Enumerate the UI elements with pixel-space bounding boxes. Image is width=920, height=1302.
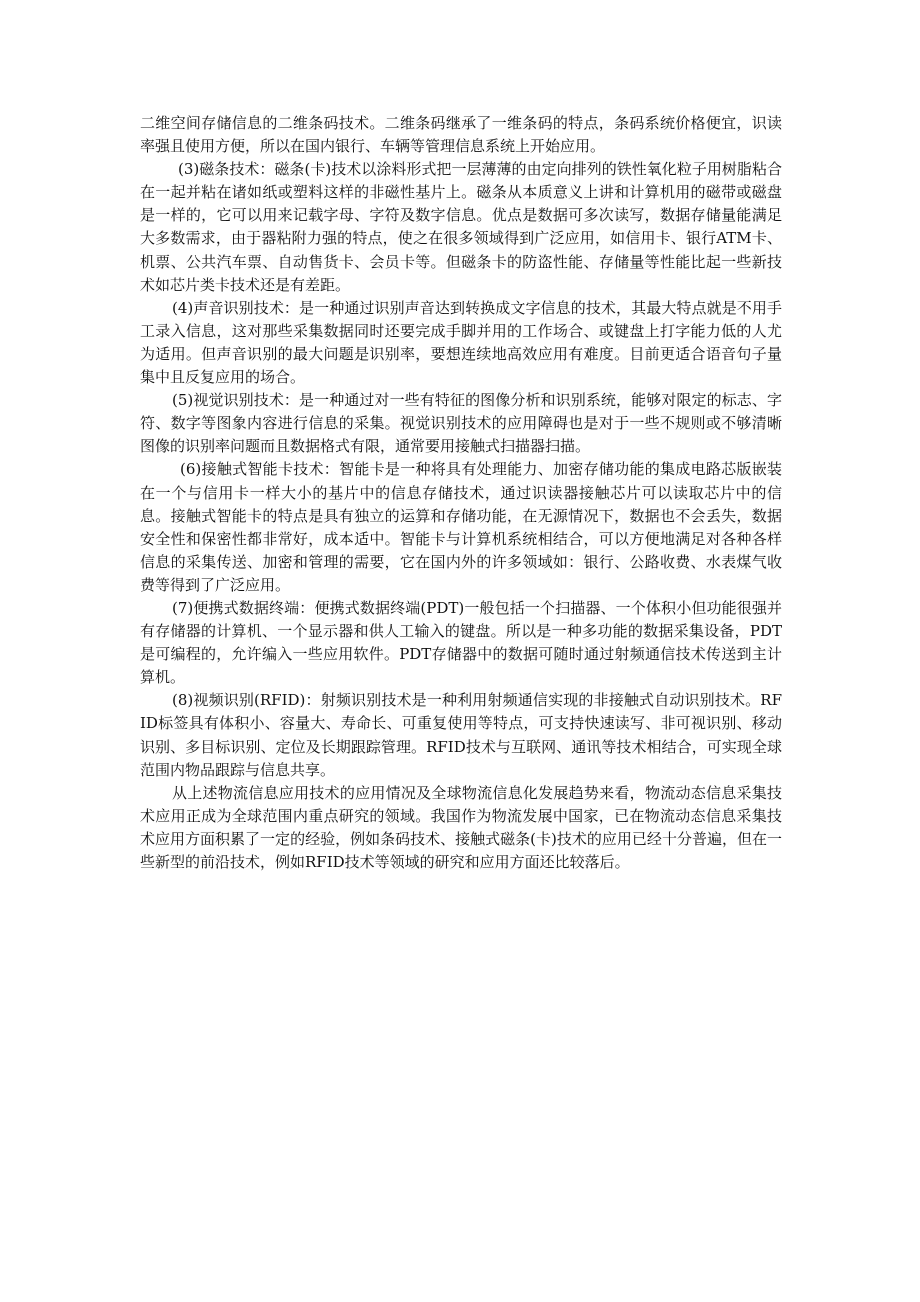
paragraph-voice-recognition: (4)声音识别技术：是一种通过识别声音达到转换成文字信息的技术，其最大特点就是不用手工录入信息，这对那些采集数据同时还要完成手脚并用的工作场合、或键盘上打字能力低的人尤为适用。但声音识别的最大问题是识别率，要想连续地高效应用有难度。目前更适合语音句子量集中且反复应用的场合。 <box>140 298 782 387</box>
paragraph-magnetic-stripe: (3)磁条技术：磁条(卡)技术以涂料形式把一层薄薄的由定向排列的铁性氧化粒子用树脂粘合在一起并粘在诸如纸或塑料这样的非磁性基片上。磁条从本质意义上讲和计算机用的磁带或磁盘是一样的，它可以用来记载字母、字符及数字信息。优点是数据可多次读写，数据存储量能满足大多数需求，由于器粘附力强的特点，使之在很多领域得到广泛应用，如信用卡、银行ATM卡、机票、公共汽车票、自动售货卡、会员卡等。但磁条卡的防盗性能、存储量等性能比起一些新技术如芯片类卡技术还是有差距。 <box>140 160 782 294</box>
paragraph-rfid: (8)视频识别(RFID)：射频识别技术是一种利用射频通信实现的非接触式自动识别技术。RFID标签具有体积小、容量大、寿命长、可重复使用等特点，可支持快速读写、非可视识别、移动识别、多目标识别、定位及长期跟踪管理。RFID技术与互联网、通讯等技术相结合，可实现全球范围内物品跟踪与信息共享。 <box>140 691 782 779</box>
paragraph-contact-smart-card: (6)接触式智能卡技术：智能卡是一种将具有处理能力、加密存储功能的集成电路芯版嵌装在一个与信用卡一样大小的基片中的信息存储技术，通过识读器接触芯片可以读取芯片中的信息。接触式智能卡的特点是具有独立的运算和存储功能，在无源情况下，数据也不会丢失，数据安全性和保密性都非常好，成本适中。智能卡与计算机系统相结合，可以方便地满足对各种各样信息的采集传送、加密和管理的需要，它在国内外的许多领域如：银行、公路收费、水表煤气收费等得到了广泛应用。 <box>140 460 782 594</box>
paragraph-portable-data-terminal: (7)便携式数据终端：便携式数据终端(PDT)一般包括一个扫描器、一个体积小但功能很强并有存储器的计算机、一个显示器和供人工输入的键盘。所以是一种多功能的数据采集设备，PDT是可编程的，允许编入一些应用软件。PDT存储器中的数据可随时通过射频通信技术传送到主计算机。 <box>140 598 782 687</box>
paragraph-2d-barcode-continued: 二维空间存储信息的二维条码技术。二维条码继承了一维条码的特点，条码系统价格便宜，识读率强且使用方便，所以在国内银行、车辆等管理信息系统上开始应用。 <box>140 114 782 156</box>
paragraph-vision-recognition: (5)视觉识别技术：是一种通过对一些有特征的图像分析和识别系统，能够对限定的标志、字符、数字等图象内容进行信息的采集。视觉识别技术的应用障碍也是对于一些不规则或不够清晰图像的识别率问题而且数据格式有限，通常要用接触式扫描器扫描。 <box>140 391 782 456</box>
document-body <box>140 112 782 874</box>
paragraph-conclusion: 从上述物流信息应用技术的应用情况及全球物流信息化发展趋势来看，物流动态信息采集技术应用正成为全球范围内重点研究的领域。我国作为物流发展中国家，已在物流动态信息采集技术应用方面积累了一定的经验，例如条码技术、接触式磁条(卡)技术的应用已经十分普遍，但在一些新型的前沿技术，例如RFID技术等领域的研究和应用方面还比较落后。 <box>140 783 782 871</box>
